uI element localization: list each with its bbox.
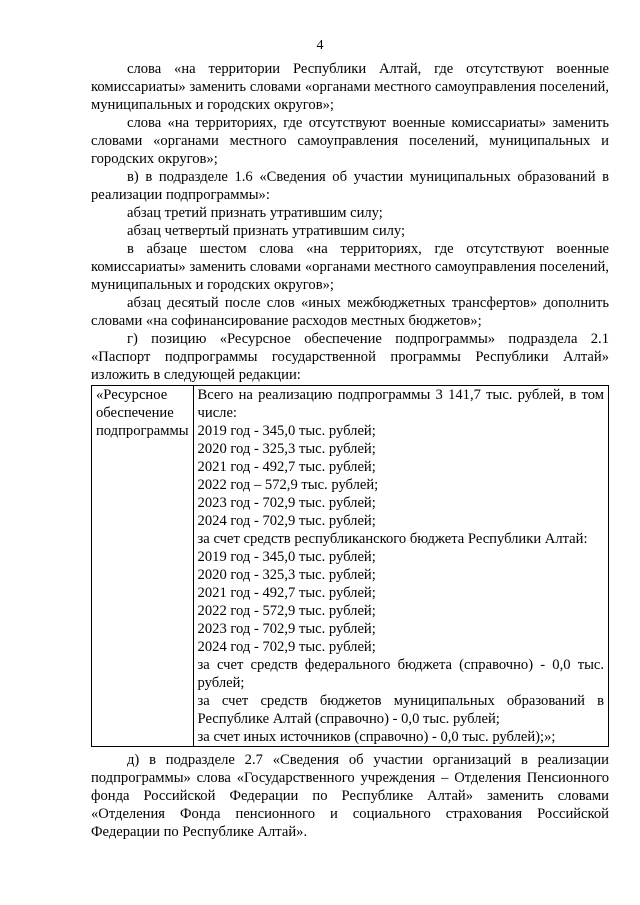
table-line: за счет иных источников (справочно) - 0,0 тыс. рублей);»; bbox=[197, 729, 556, 745]
paragraph: слова «на территориях, где отсутствуют военные комиссариаты» заменить словами «органами местного самоуправления поселений, муниципальных и городских округов»; bbox=[91, 115, 609, 167]
table-line: 2021 год - 492,7 тыс. рублей; bbox=[197, 459, 376, 475]
page-number: 4 bbox=[316, 38, 324, 53]
table-line: за счет средств федерального бюджета (справочно) - 0,0 тыс. рублей; bbox=[197, 657, 604, 691]
table-line: 2022 год - 572,9 тыс. рублей; bbox=[197, 603, 376, 619]
table-line: 2022 год – 572,9 тыс. рублей; bbox=[197, 477, 379, 493]
resource-label-cell: «Ресурсное обеспечение подпрограммы bbox=[92, 386, 194, 747]
table-line: Всего на реализацию подпрограммы 3 141,7 тыс. рублей, в том числе: bbox=[197, 387, 604, 421]
table-line: 2023 год - 702,9 тыс. рублей; bbox=[197, 621, 376, 637]
paragraph: в абзаце шестом слова «на территориях, где отсутствуют военные комиссариаты» заменить словами «органами местного самоуправления поселений, муниципальных и городских округов»; bbox=[91, 241, 609, 293]
table-line: 2019 год - 345,0 тыс. рублей; bbox=[197, 423, 376, 439]
paragraph: слова «на территории Республики Алтай, где отсутствуют военные комиссариаты» заменить словами «органами местного самоуправления поселений, муниципальных и городских округов»; bbox=[91, 61, 609, 113]
paragraph: абзац третий признать утратившим силу; bbox=[127, 205, 383, 221]
paragraph: г) позицию «Ресурсное обеспечение подпрограммы» подраздела 2.1 «Паспорт подпрограммы государственной программы Республики Алтай» изложить в следующей редакции: bbox=[91, 331, 609, 383]
table-line: 2024 год - 702,9 тыс. рублей; bbox=[197, 513, 376, 529]
table-row bbox=[92, 386, 609, 747]
table-line: 2020 год - 325,3 тыс. рублей; bbox=[197, 441, 376, 457]
table-line: 2021 год - 492,7 тыс. рублей; bbox=[197, 585, 376, 601]
paragraph: абзац четвертый признать утратившим силу; bbox=[127, 223, 406, 239]
table-line: за счет средств бюджетов муниципальных образований в Республике Алтай (справочно) - 0,0 тыс. рублей; bbox=[197, 693, 604, 727]
table-line: 2024 год - 702,9 тыс. рублей; bbox=[197, 639, 376, 655]
resource-values-cell bbox=[193, 386, 608, 747]
paragraph: д) в подразделе 2.7 «Сведения об участии организаций в реализации подпрограммы» слова «Государственного учреждения – Отделения Пенсионного фонда Российской Федерации по Республике Алтай» заменить словами «Отделения Фонда пенсионного и социального страхования Российской Федерации по Республике Алтай». bbox=[91, 752, 609, 840]
table-line: 2020 год - 325,3 тыс. рублей; bbox=[197, 567, 376, 583]
resource-table bbox=[91, 385, 609, 747]
table-line: 2023 год - 702,9 тыс. рублей; bbox=[197, 495, 376, 511]
paragraph: абзац десятый после слов «иных межбюджетных трансфертов» дополнить словами «на софинансирование расходов местных бюджетов»; bbox=[91, 295, 609, 329]
table-line: 2019 год - 345,0 тыс. рублей; bbox=[197, 549, 376, 565]
document-body bbox=[91, 60, 609, 841]
table-line: за счет средств республиканского бюджета Республики Алтай: bbox=[197, 531, 588, 547]
paragraph: в) в подразделе 1.6 «Сведения об участии муниципальных образований в реализации подпрограммы»: bbox=[91, 169, 609, 203]
